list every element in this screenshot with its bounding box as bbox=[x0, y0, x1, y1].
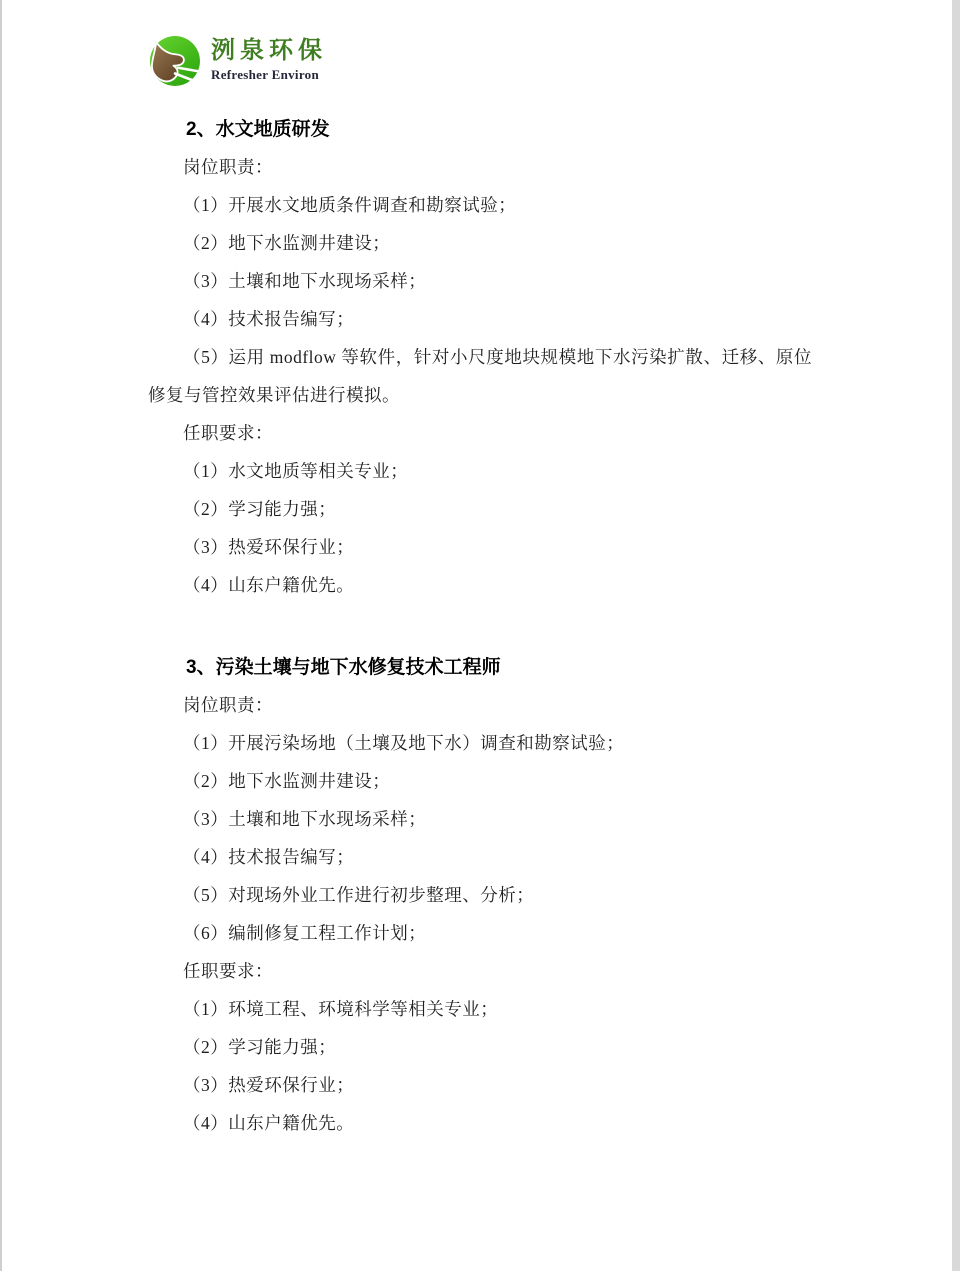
duties-label: 岗位职责： bbox=[183, 157, 273, 177]
requirement-item: （2）学习能力强； bbox=[183, 1037, 337, 1057]
window-edge-left bbox=[0, 0, 2, 1271]
job-section-hydrogeology bbox=[148, 116, 812, 604]
company-logo bbox=[148, 35, 812, 87]
requirements-label: 任职要求： bbox=[183, 423, 273, 443]
duty-item: （5）对现场外业工作进行初步整理、分析； bbox=[183, 885, 535, 905]
window-edge-right bbox=[952, 0, 960, 1271]
requirement-item: （1）环境工程、环境科学等相关专业； bbox=[183, 999, 499, 1019]
requirement-item: （3）热爱环保行业； bbox=[183, 1075, 355, 1095]
duty-item: （3）土壤和地下水现场采样； bbox=[183, 809, 427, 829]
company-name: 洌泉环保 bbox=[211, 37, 327, 64]
requirements-label: 任职要求： bbox=[183, 961, 273, 981]
requirement-item: （1）水文地质等相关专业； bbox=[183, 461, 409, 481]
company-name-en: Refresher Environ bbox=[211, 67, 320, 82]
duty-item: （2）地下水监测井建设； bbox=[183, 771, 391, 791]
requirement-item: （4）山东户籍优先。 bbox=[183, 1113, 355, 1133]
duty-item: （4）技术报告编写； bbox=[183, 847, 355, 867]
duty-item: （2）地下水监测井建设； bbox=[183, 233, 391, 253]
requirement-item: （2）学习能力强； bbox=[183, 499, 337, 519]
duty-item: （1）开展水文地质条件调查和勘察试验； bbox=[183, 195, 517, 215]
section-heading: 2、水文地质研发 bbox=[186, 119, 330, 140]
duty-item: （3）土壤和地下水现场采样； bbox=[183, 271, 427, 291]
duties-label: 岗位职责： bbox=[183, 695, 273, 715]
duty-item: （6）编制修复工程工作计划； bbox=[183, 923, 427, 943]
logo-swoosh-icon bbox=[148, 35, 202, 87]
duty-item: （5）运用 modflow 等软件，针对小尺度地块规模地下水污染扩散、迁移、原位修复与管控效果评估进行模拟。 bbox=[148, 347, 812, 405]
requirement-item: （4）山东户籍优先。 bbox=[183, 575, 355, 595]
duty-item: （4）技术报告编写； bbox=[183, 309, 355, 329]
requirement-item: （3）热爱环保行业； bbox=[183, 537, 355, 557]
job-section-remediation-engineer bbox=[148, 654, 812, 1142]
section-heading: 3、污染土壤与地下水修复技术工程师 bbox=[186, 657, 501, 678]
duty-item: （1）开展污染场地（土壤及地下水）调查和勘察试验； bbox=[183, 733, 625, 753]
logo-text bbox=[211, 35, 327, 83]
